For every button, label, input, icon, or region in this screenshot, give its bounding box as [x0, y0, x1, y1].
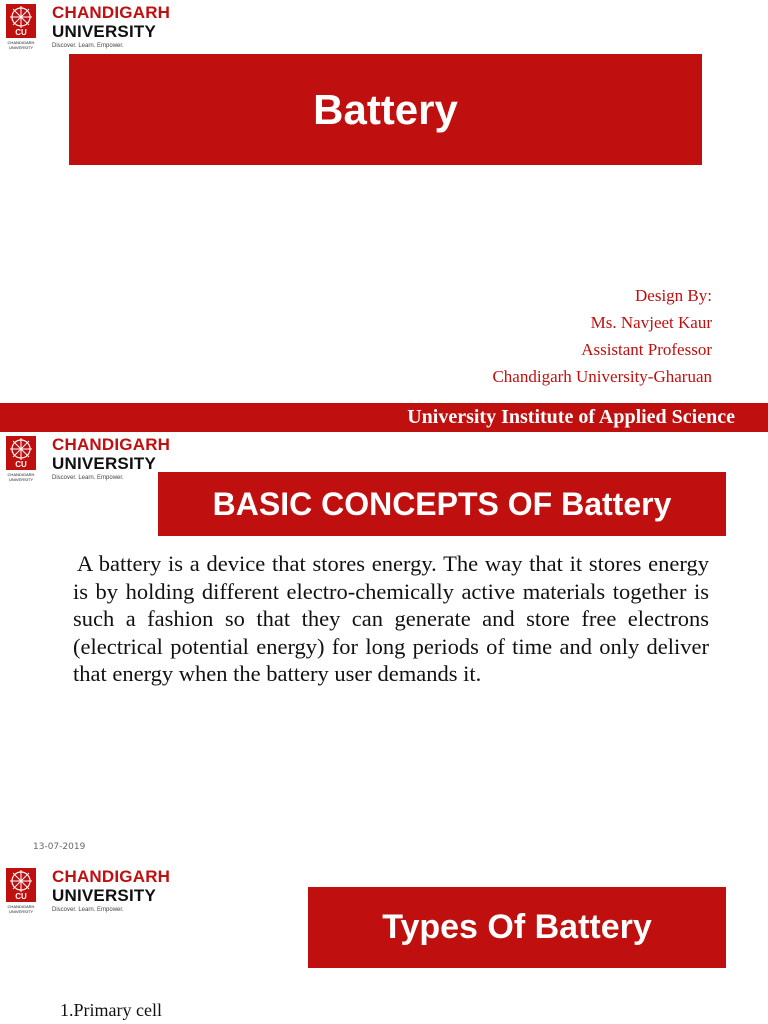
credits-block: [492, 282, 712, 390]
university-badge-icon: [5, 3, 37, 51]
brand-line-1: CHANDIGARH: [52, 867, 171, 886]
university-badge-icon: [5, 867, 37, 915]
brand-line-2: UNIVERSITY: [52, 22, 157, 41]
svg-text:CHANDIGARH: CHANDIGARH: [7, 472, 35, 477]
slide-1: [0, 0, 768, 432]
credit-line: Design By:: [635, 286, 712, 305]
slide-2: [0, 432, 768, 864]
university-badge-icon: [5, 435, 37, 483]
svg-text:UNIVERSITY: UNIVERSITY: [8, 45, 34, 50]
footer-institute-text: University Institute of Applied Science: [407, 406, 735, 428]
battery-definition-paragraph: A battery is a device that stores energy. The way that it stores energy is by holding different electro-chemically active materials together is such a fashion so that they can generate and store free electrons (electrical potential energy) for long periods of time and only deliver that energy when the battery user demands it.: [73, 551, 709, 686]
svg-text:CHANDIGARH: CHANDIGARH: [7, 904, 35, 909]
credit-line: Chandigarh University-Gharuan: [492, 367, 712, 386]
university-logo: [5, 435, 171, 485]
brand-tagline: Discover. Learn. Empower.: [52, 907, 124, 913]
slide-2-title: BASIC CONCEPTS OF Battery: [158, 472, 726, 536]
slide-date: 13-07-2019: [33, 842, 86, 852]
credit-line: Ms. Navjeet Kaur: [590, 313, 712, 332]
svg-text:CHANDIGARH: CHANDIGARH: [7, 40, 35, 45]
brand-line-2: UNIVERSITY: [52, 886, 157, 905]
list-item: 1.Primary cell: [60, 1000, 162, 1020]
brand-tagline: Discover. Learn. Empower.: [52, 43, 124, 49]
slide-1-title: Battery: [69, 54, 702, 165]
svg-text:CU: CU: [15, 460, 27, 469]
slide-3: [0, 864, 768, 1024]
brand-line-2: UNIVERSITY: [52, 454, 157, 473]
svg-text:UNIVERSITY: UNIVERSITY: [8, 909, 34, 914]
brand-line-1: CHANDIGARH: [52, 435, 171, 454]
slide-3-title: Types Of Battery: [308, 887, 726, 968]
footer-bar: [0, 403, 768, 432]
svg-text:UNIVERSITY: UNIVERSITY: [8, 477, 34, 482]
university-logo: [5, 3, 171, 53]
svg-text:CU: CU: [15, 892, 27, 901]
brand-tagline: Discover. Learn. Empower.: [52, 475, 124, 481]
university-logo: [5, 867, 171, 917]
svg-text:CU: CU: [15, 28, 27, 37]
credit-line: Assistant Professor: [581, 340, 712, 359]
brand-line-1: CHANDIGARH: [52, 3, 171, 22]
